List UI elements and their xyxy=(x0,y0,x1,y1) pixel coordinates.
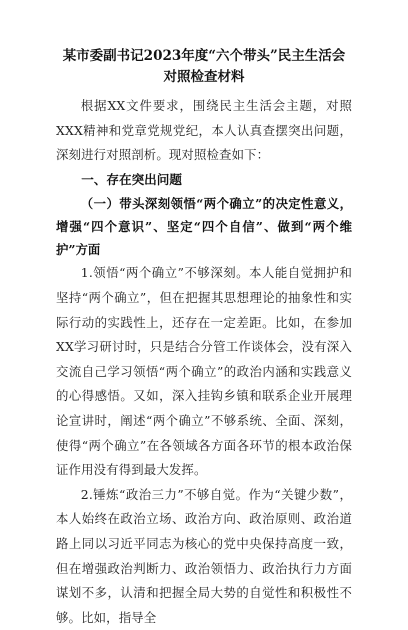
intro-paragraph: 根据XX文件要求，围绕民主生活会主题，对照XXX精神和党章党规党纪，本人认真查摆突出问题，深刻进行对照剖析。现对照检查如下： xyxy=(56,98,352,163)
section-heading: 一、存在突出问题 xyxy=(81,171,182,187)
body-paragraph-1: 1.领悟“两个确立”不够深刻。本人能自觉拥护和坚持“两个确立”，但在把握其思想理论的抽象性和实际行动的实践性上，还存在一定差距。比如，在参加XX学习研讨时，只是结合分管工作谈体会，没有深入交流自己学习领悟“两个确立”的政治内涵和实践意义的心得感悟。又如，深入挂钩乡镇和联系企业开展理论宣讲时，阐述“两个确立”不够系统、全面、深刻，使得“两个确立”在各领域各方面各环节的根本政治保证作用没有得到最大发挥。 xyxy=(56,265,352,478)
body-paragraph-2: 2.锤炼“政治三力”不够自觉。作为“关键少数”，本人始终在政治立场、政治方向、政治原则、政治道路上同以习近平同志为核心的党中央保持高度一致，但在增强政治判断力、政治领悟力、政治执行力方面谋划不多，认清和把握全局大势的自觉性和积极性不够。比如，指导全 xyxy=(56,486,352,625)
document-title: 某市委副书记2023年度“六个带头”民主生活会对照检查材料 xyxy=(62,48,346,85)
subsection-heading: （一）带头深刻领悟“两个确立”的决定性意义，增强“四个意识”、坚定“四个自信”、做到“两个维护”方面 xyxy=(56,196,352,258)
